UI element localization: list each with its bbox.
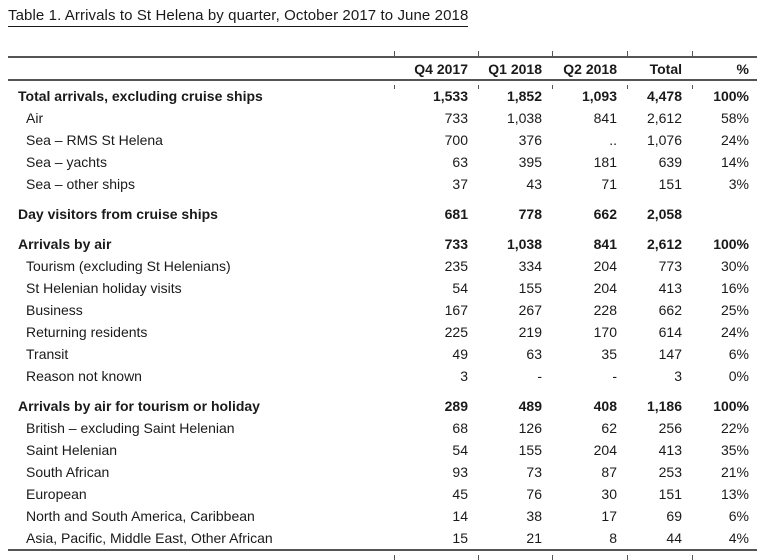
table-row xyxy=(8,395,757,417)
row-label: Asia, Pacific, Middle East, Other African xyxy=(26,530,273,546)
table-row xyxy=(8,107,757,129)
cell-total: 1,186 xyxy=(646,398,682,414)
cell-q2-2018: 8 xyxy=(609,530,617,546)
table-row xyxy=(8,461,757,483)
cell-total: 2,612 xyxy=(646,236,682,252)
cell-q1-2018: 76 xyxy=(526,486,542,502)
row-label: North and South America, Caribbean xyxy=(26,508,255,524)
cell-total: 639 xyxy=(658,154,682,170)
cell-q4-2017: 733 xyxy=(444,110,468,126)
cell-q2-2018: 408 xyxy=(593,398,617,414)
cell-total: 3 xyxy=(674,368,682,384)
table-row xyxy=(8,233,757,255)
cell-total: 151 xyxy=(658,176,682,192)
column-tick xyxy=(627,85,628,89)
cell-total: 413 xyxy=(658,442,682,458)
cell-percent: 6% xyxy=(728,508,749,524)
cell-q1-2018: 334 xyxy=(518,258,542,274)
column-header-total: Total xyxy=(649,60,682,77)
cell-percent: 24% xyxy=(720,324,749,340)
cell-q2-2018: 87 xyxy=(601,464,617,480)
table-row xyxy=(8,85,757,107)
cell-q1-2018: 63 xyxy=(526,346,542,362)
cell-percent: 100% xyxy=(713,398,749,414)
cell-total: 1,076 xyxy=(646,132,682,148)
cell-percent: 100% xyxy=(713,236,749,252)
table-row xyxy=(8,277,757,299)
cell-q4-2017: 681 xyxy=(444,206,468,222)
cell-q4-2017: 68 xyxy=(452,420,468,436)
cell-q2-2018: 204 xyxy=(593,258,617,274)
cell-q1-2018: 267 xyxy=(518,302,542,318)
cell-q2-2018: 1,093 xyxy=(581,88,617,104)
cell-q4-2017: 1,533 xyxy=(432,88,468,104)
column-header-q2-2018: Q2 2018 xyxy=(563,60,617,77)
cell-percent xyxy=(692,203,757,225)
table-row xyxy=(8,527,757,549)
cell-total: 413 xyxy=(658,280,682,296)
cell-q1-2018: 38 xyxy=(526,508,542,524)
column-tick xyxy=(692,555,693,560)
cell-total: 2,612 xyxy=(646,110,682,126)
table-row xyxy=(8,483,757,505)
cell-percent: 25% xyxy=(720,302,749,318)
cell-q4-2017: 235 xyxy=(444,258,468,274)
row-label: Returning residents xyxy=(26,324,148,340)
table-header-row xyxy=(8,58,757,81)
column-tick xyxy=(478,51,479,56)
row-label: European xyxy=(26,486,87,502)
column-tick xyxy=(552,85,553,89)
row-label: St Helenian holiday visits xyxy=(26,280,182,296)
row-label: Day visitors from cruise ships xyxy=(18,206,218,222)
cell-q1-2018: 155 xyxy=(518,442,542,458)
cell-q1-2018: 395 xyxy=(518,154,542,170)
cell-percent: 35% xyxy=(720,442,749,458)
column-header-q4-2017: Q4 2017 xyxy=(414,60,468,77)
row-label: Reason not known xyxy=(26,368,142,384)
arrivals-table xyxy=(8,56,757,551)
cell-q4-2017: 167 xyxy=(444,302,468,318)
cell-q2-2018: 204 xyxy=(593,442,617,458)
column-tick xyxy=(394,51,395,56)
table-row xyxy=(8,203,757,225)
cell-percent: 30% xyxy=(720,258,749,274)
cell-q4-2017: 3 xyxy=(460,368,468,384)
cell-percent: 3% xyxy=(728,176,749,192)
cell-q4-2017: 225 xyxy=(444,324,468,340)
column-tick xyxy=(394,555,395,560)
table-row xyxy=(8,439,757,461)
cell-q1-2018: 126 xyxy=(518,420,542,436)
table-row xyxy=(8,417,757,439)
cell-q4-2017: 45 xyxy=(452,486,468,502)
cell-total: 69 xyxy=(666,508,682,524)
cell-q4-2017: 733 xyxy=(444,236,468,252)
cell-q2-2018: 662 xyxy=(593,206,617,222)
cell-q1-2018: 489 xyxy=(518,398,542,414)
table-body xyxy=(8,81,757,551)
cell-percent: 16% xyxy=(720,280,749,296)
table-row xyxy=(8,505,757,527)
cell-q1-2018: 155 xyxy=(518,280,542,296)
cell-q4-2017: 93 xyxy=(452,464,468,480)
column-tick xyxy=(478,555,479,560)
cell-q1-2018: 1,038 xyxy=(506,110,542,126)
cell-q1-2018: 1,852 xyxy=(506,88,542,104)
row-label: Arrivals by air xyxy=(18,236,112,252)
cell-total: 2,058 xyxy=(646,206,682,222)
row-label: Air xyxy=(26,110,44,126)
table-row xyxy=(8,129,757,151)
cell-q1-2018: 376 xyxy=(518,132,542,148)
table-row xyxy=(8,151,757,173)
cell-percent: 24% xyxy=(720,132,749,148)
cell-q2-2018: 204 xyxy=(593,280,617,296)
cell-percent: 22% xyxy=(720,420,749,436)
cell-total: 614 xyxy=(658,324,682,340)
cell-q2-2018: 181 xyxy=(593,154,617,170)
cell-q1-2018: 73 xyxy=(526,464,542,480)
cell-q1-2018: 1,038 xyxy=(506,236,542,252)
cell-q4-2017: 14 xyxy=(452,508,468,524)
table-row xyxy=(8,343,757,365)
row-label: Sea – yachts xyxy=(26,154,107,170)
cell-q2-2018: 17 xyxy=(601,508,617,524)
cell-q4-2017: 54 xyxy=(452,442,468,458)
cell-q1-2018: 219 xyxy=(518,324,542,340)
table-row xyxy=(8,365,757,387)
column-tick xyxy=(552,51,553,56)
cell-q4-2017: 700 xyxy=(444,132,468,148)
cell-total: 253 xyxy=(658,464,682,480)
row-label: Saint Helenian xyxy=(26,442,118,458)
cell-percent: 0% xyxy=(728,368,749,384)
row-label: Arrivals by air for tourism or holiday xyxy=(18,398,260,414)
column-header-percent: % xyxy=(736,60,749,77)
table-title-wrap xyxy=(8,7,468,27)
cell-q2-2018: 228 xyxy=(593,302,617,318)
cell-percent: 58% xyxy=(720,110,749,126)
cell-q2-2018: 35 xyxy=(601,346,617,362)
row-label: British – excluding Saint Helenian xyxy=(26,420,235,436)
cell-percent: 6% xyxy=(728,346,749,362)
cell-percent: 100% xyxy=(713,88,749,104)
column-tick xyxy=(692,85,693,89)
row-label: Total arrivals, excluding cruise ships xyxy=(18,88,263,104)
cell-q4-2017: 54 xyxy=(452,280,468,296)
cell-total: 662 xyxy=(658,302,682,318)
cell-q2-2018: 841 xyxy=(593,236,617,252)
cell-q2-2018: .. xyxy=(609,132,617,148)
cell-q4-2017: 63 xyxy=(452,154,468,170)
column-header-q1-2018: Q1 2018 xyxy=(488,60,542,77)
row-label: Sea – RMS St Helena xyxy=(26,132,163,148)
cell-q2-2018: 170 xyxy=(593,324,617,340)
column-tick xyxy=(552,555,553,560)
cell-q1-2018: - xyxy=(537,368,542,384)
cell-percent: 21% xyxy=(720,464,749,480)
table-row xyxy=(8,173,757,195)
table-row xyxy=(8,255,757,277)
column-tick xyxy=(394,85,395,89)
cell-q4-2017: 37 xyxy=(452,176,468,192)
row-label: Business xyxy=(26,302,83,318)
cell-q4-2017: 15 xyxy=(452,530,468,546)
cell-percent: 4% xyxy=(728,530,749,546)
cell-q2-2018: 30 xyxy=(601,486,617,502)
cell-q1-2018: 43 xyxy=(526,176,542,192)
cell-q4-2017: 289 xyxy=(444,398,468,414)
cell-total: 151 xyxy=(658,486,682,502)
cell-total: 147 xyxy=(658,346,682,362)
column-tick xyxy=(478,85,479,89)
column-tick xyxy=(692,51,693,56)
cell-q2-2018: 62 xyxy=(601,420,617,436)
table-row xyxy=(8,299,757,321)
row-label: Tourism (excluding St Helenians) xyxy=(26,258,231,274)
cell-q2-2018: - xyxy=(612,368,617,384)
table-row xyxy=(8,321,757,343)
column-tick xyxy=(627,555,628,560)
cell-percent: 14% xyxy=(720,154,749,170)
cell-total: 4,478 xyxy=(646,88,682,104)
cell-q4-2017: 49 xyxy=(452,346,468,362)
cell-total: 773 xyxy=(658,258,682,274)
cell-q2-2018: 71 xyxy=(601,176,617,192)
cell-percent: 13% xyxy=(720,486,749,502)
cell-total: 44 xyxy=(666,530,682,546)
row-label: Transit xyxy=(26,346,69,362)
table-title: Table 1. Arrivals to St Helena by quarter, October 2017 to June 2018 xyxy=(8,7,468,27)
cell-q1-2018: 21 xyxy=(526,530,542,546)
cell-q2-2018: 841 xyxy=(593,110,617,126)
column-tick xyxy=(627,51,628,56)
row-label: South African xyxy=(26,464,110,480)
cell-total: 256 xyxy=(658,420,682,436)
row-label: Sea – other ships xyxy=(26,176,135,192)
cell-q1-2018: 778 xyxy=(518,206,542,222)
